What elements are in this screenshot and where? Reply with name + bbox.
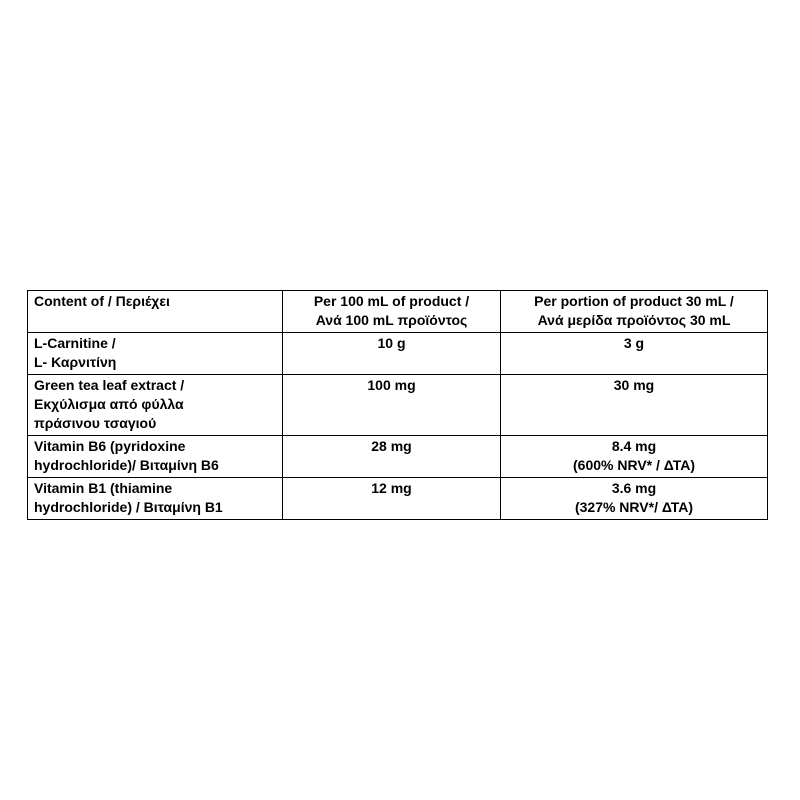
per-100ml-value: 100 mg [367,377,416,393]
ingredient-name-line-1: Green tea leaf extract / [34,377,185,393]
per-portion-value: 3.6 mg [611,480,657,496]
ingredient-name-cell [28,333,283,375]
per-portion-value-cell [501,436,768,478]
table-row-vitamin-b1 [28,478,768,520]
per-portion-nrv: (327% NRV*/ ΔΤΑ) [574,499,694,515]
per-portion-value: 3 g [623,335,645,351]
header-per-100ml-line-2: Ανά 100 mL προϊόντος [315,312,468,328]
per-100ml-value: 12 mg [371,480,412,496]
header-per-100ml-line-1: Per 100 mL of product / [313,293,470,309]
per-portion-value-cell [501,333,768,375]
ingredient-name-cell [28,436,283,478]
header-per-portion-line-2: Ανά μερίδα προϊόντος 30 mL [537,312,731,328]
header-per-portion [501,291,768,333]
per-portion-value: 30 mg [613,377,655,393]
ingredient-name-line-1: Vitamin B6 (pyridoxine [34,438,186,454]
ingredient-name-line-2: Εκχύλισμα από φύλλα [34,396,184,412]
header-per-portion-line-1: Per portion of product 30 mL / [534,293,734,309]
table-row-vitamin-b6 [28,436,768,478]
ingredient-name-line-2: L- Καρνιτίνη [34,354,117,370]
header-row [28,291,768,333]
ingredient-name-line-1: Vitamin B1 (thiamine [34,480,173,496]
per-100ml-value-cell [283,436,501,478]
header-per-100ml [283,291,501,333]
per-100ml-value-cell [283,375,501,436]
header-content-of [28,291,283,333]
ingredient-name-line-2: hydrochloride)/ Βιταμίνη B6 [34,457,219,473]
table-row-green-tea-extract [28,375,768,436]
per-100ml-value-cell [283,478,501,520]
nutrition-table-container [27,290,767,520]
per-portion-value-cell [501,478,768,520]
per-portion-value: 8.4 mg [611,438,657,454]
ingredient-name-line-1: L-Carnitine / [34,335,116,351]
per-100ml-value: 28 mg [371,438,412,454]
header-content-of-line-1: Content of / Περιέχει [34,293,170,309]
table-row-l-carnitine [28,333,768,375]
per-portion-nrv: (600% NRV* / ΔΤΑ) [573,457,695,473]
nutrition-table [27,290,768,520]
ingredient-name-line-3: πράσινου τσαγιού [34,415,157,431]
per-portion-value-cell [501,375,768,436]
per-100ml-value: 10 g [377,335,406,351]
ingredient-name-cell [28,375,283,436]
ingredient-name-cell [28,478,283,520]
per-100ml-value-cell [283,333,501,375]
ingredient-name-line-2: hydrochloride) / Βιταμίνη B1 [34,499,223,515]
